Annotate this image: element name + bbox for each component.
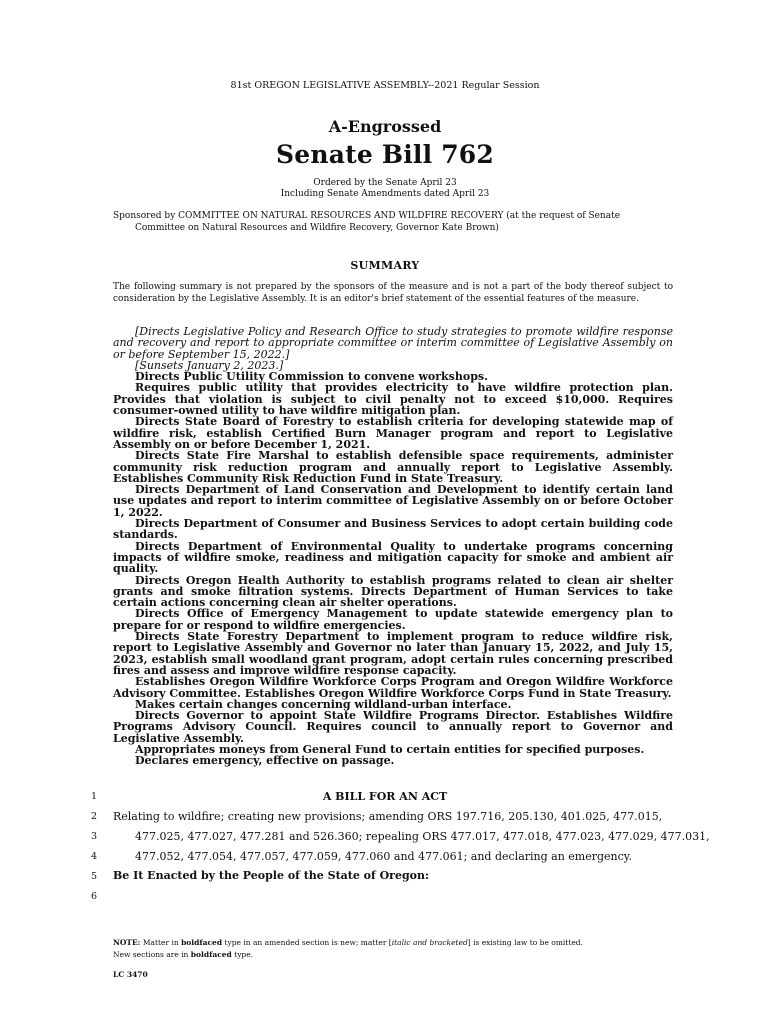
- note-text: type in an amended section is new; matter [: [222, 938, 392, 947]
- note-text: ] is existing law to be omitted.: [467, 938, 583, 947]
- note-bold-word: boldfaced: [181, 938, 223, 947]
- summary-paragraph: Appropriates moneys from General Fund to certain entities for specified purposes.: [135, 742, 645, 756]
- summary-paragraph: Directs State Forestry Department to implement program to reduce wildfire risk, report to Legislative Assembly and Governor no later than January 15, 2022, and July 15, 2023, establish small woodland grant program, adopt certain rules concerning prescribed fires and assess and improve wildfire response capacity.: [113, 630, 673, 677]
- note-italic-word: italic and bracketed: [391, 938, 468, 947]
- note-line-1: [113, 937, 673, 949]
- summary-paragraph: Directs Department of Consumer and Business Services to adopt certain building code standards.: [113, 517, 673, 542]
- note-text: New sections are in: [113, 950, 191, 959]
- summary-paragraph: Directs Public Utility Commission to convene workshops.: [135, 370, 488, 384]
- summary-paragraph: Directs State Fire Marshal to establish defensible space requirements, administer community risk reduction program and annually report to Legislative Assembly. Establishes Community Risk Reduction Fund in State Treasury.: [113, 449, 673, 485]
- line-number: 5: [90, 871, 97, 882]
- engrossed-label: A-Engrossed: [328, 117, 442, 136]
- note: [113, 937, 673, 961]
- note-text: Matter in: [140, 938, 182, 947]
- line-number: 4: [90, 851, 97, 862]
- line-number: 1: [90, 791, 97, 802]
- note-line-2: [113, 949, 673, 961]
- note-bold-word: boldfaced: [190, 950, 232, 959]
- sponsors: [113, 210, 673, 234]
- bill-line: 477.025, 477.027, 477.281 and 526.360; repealing ORS 477.017, 477.018, 477.023, 477.029, 477.031,: [135, 830, 710, 843]
- summary-paragraph: [Sunsets January 2, 2023.]: [135, 358, 284, 372]
- summary-paragraph: Declares emergency, effective on passage.: [135, 754, 395, 768]
- summary-paragraph: Directs Oregon Health Authority to establish programs related to clean air shelter grants and smoke filtration systems. Directs Department of Human Services to take certain actions concerning clean air shelter operations.: [113, 573, 673, 610]
- summary-paragraph: Directs Department of Land Conservation and Development to identify certain land use updates and report to interim committee of Legislative Assembly on or before October 1, 2022.: [113, 483, 673, 519]
- summary-paragraph: Directs Department of Environmental Quality to undertake programs concerning impacts of wildfire smoke, readiness and mitigation capacity for smoke and ambient air quality.: [113, 539, 673, 576]
- summary-paragraph: Requires public utility that provides electricity to have wildfire protection plan. Provides that violation is subject to civil penalty not to exceed $10,000. Requires consumer-owned utility to have wildfire mitigation plan.: [113, 381, 673, 418]
- summary-paragraph: Directs Office of Emergency Management to update statewide emergency plan to prepare for or respond to wildfire emergencies.: [113, 607, 673, 632]
- lc-number: LC 3470: [113, 970, 148, 979]
- note-label: NOTE:: [113, 938, 141, 947]
- bill-title: Senate Bill 762: [275, 140, 494, 169]
- summary-paragraph: Makes certain changes concerning wildland-urban interface.: [135, 697, 512, 711]
- session-header: 81st OREGON LEGISLATIVE ASSEMBLY--2021 Regular Session: [230, 80, 540, 91]
- summary-intro: The following summary is not prepared by the sponsors of the measure and is not a part of the body thereof subject to consideration by the Legislative Assembly. It is an editor's brief statement of the essential features of the measure.: [113, 282, 673, 304]
- enacting-clause: Be It Enacted by the People of the State of Oregon:: [113, 869, 430, 882]
- note-text: type.: [231, 950, 254, 959]
- summary-heading: SUMMARY: [350, 259, 420, 272]
- summary-paragraph: Directs Governor to appoint State Wildfire Programs Director. Establishes Wildfire Programs Advisory Council. Requires council to annually report to Governor and Legislative Assembly.: [113, 709, 673, 745]
- sponsors-line-2: Committee on Natural Resources and Wildfire Recovery, Governor Kate Brown): [135, 223, 499, 233]
- summary-paragraph: Establishes Oregon Wildfire Workforce Corps Program and Oregon Wildfire Workforce Advisory Committee. Establishes Oregon Wildfire Workforce Corps Fund in State Treasury.: [113, 675, 673, 700]
- sponsors-line-1: Sponsored by COMMITTEE ON NATURAL RESOURCES AND WILDFIRE RECOVERY (at the request of Senate: [113, 211, 621, 221]
- including-line: Including Senate Amendments dated April 23: [280, 189, 490, 199]
- act-heading: A BILL FOR AN ACT: [322, 790, 448, 803]
- summary-paragraph: Directs State Board of Forestry to establish criteria for developing statewide map of wildfire risk, establish Certified Burn Manager program and report to Legislative Assembly on or before December 1, 2021.: [113, 415, 673, 451]
- ordered-line: Ordered by the Senate April 23: [313, 178, 457, 188]
- bill-line: 477.052, 477.054, 477.057, 477.059, 477.060 and 477.061; and declaring an emergency.: [135, 850, 633, 863]
- line-number: 6: [90, 891, 97, 902]
- ordered-info: [0, 178, 770, 200]
- line-number: 3: [90, 831, 97, 842]
- summary-paragraph: [Directs Legislative Policy and Research Office to study strategies to promote wildfire response and recovery and report to appropriate committee or interim committee of Legislative Assembly on or before September 15, 2022.]: [113, 325, 673, 361]
- bill-line: Relating to wildfire; creating new provisions; amending ORS 197.716, 205.130, 401.025, 477.015,: [113, 810, 663, 823]
- line-number: 2: [90, 811, 97, 822]
- summary-body: [113, 326, 673, 767]
